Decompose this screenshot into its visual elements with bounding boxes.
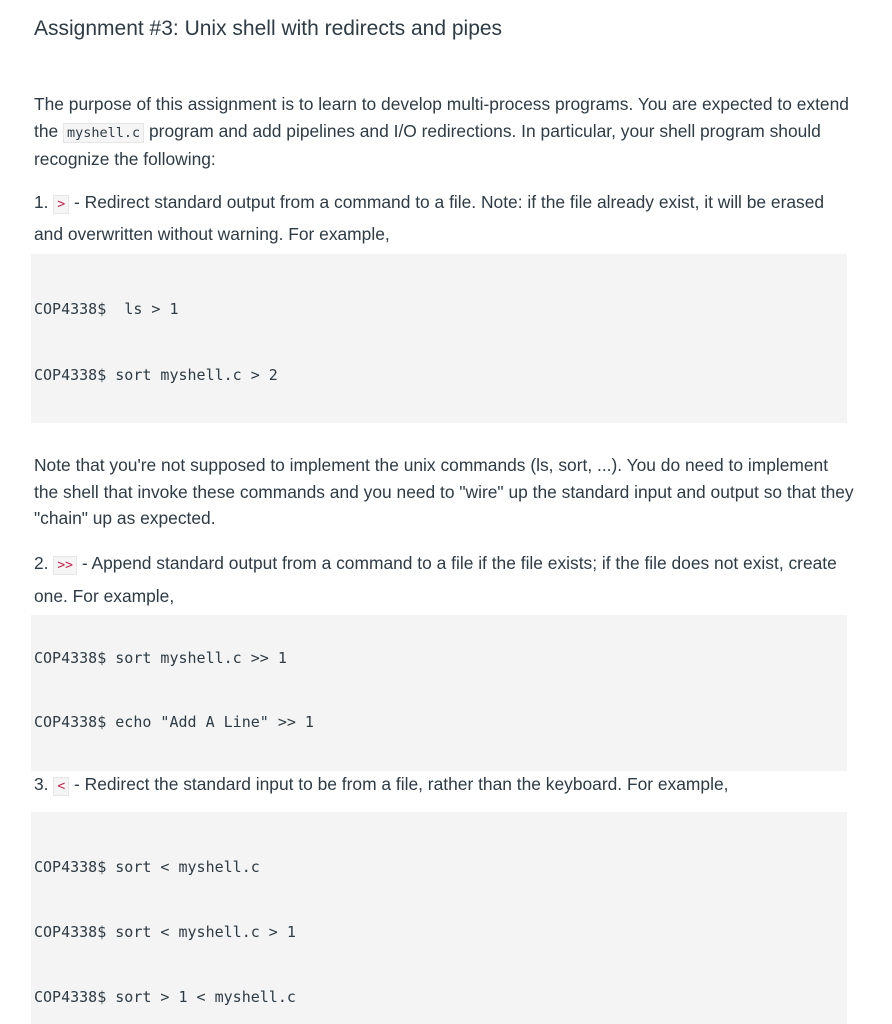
- append-output-item: [34, 548, 854, 612]
- intro-text-before: The purpose of this assignment is to learn to develop multi-process programs. You are expected to extend the: [34, 94, 849, 141]
- code-line: COP4338$ ls > 1: [34, 300, 179, 318]
- page-title: Assignment #3: Unix shell with redirects and pipes: [34, 17, 503, 40]
- code-line: COP4338$ sort < myshell.c: [34, 858, 260, 876]
- item-description: - Append standard output from a command to a file if the file exists; if the file does not exist, create one. For example,: [34, 553, 837, 606]
- code-line: COP4338$ sort myshell.c >> 1: [34, 649, 287, 667]
- item-number: 1.: [34, 192, 49, 212]
- append-output-symbol: >>: [53, 556, 77, 575]
- code-line: COP4338$ echo "Add A Line" >> 1: [34, 713, 314, 731]
- myshell-filename-code: myshell.c: [63, 123, 144, 143]
- code-example-redirect-input: [31, 812, 847, 1024]
- item-description: - Redirect standard output from a command to a file. Note: if the file already exist, it will be erased and overwritten without warning. For example,: [34, 192, 825, 244]
- intro-paragraph: [34, 91, 854, 173]
- item-number: 2.: [34, 553, 49, 573]
- code-line: COP4338$ sort > 1 < myshell.c: [34, 988, 296, 1006]
- item-number: 3.: [34, 774, 49, 794]
- redirect-input-symbol: <: [53, 777, 69, 796]
- code-line: COP4338$ sort myshell.c > 2: [34, 366, 278, 384]
- item-description: - Redirect the standard input to be from a file, rather than the keyboard. For example,: [69, 774, 729, 794]
- code-line: COP4338$ sort < myshell.c > 1: [34, 923, 296, 941]
- note-paragraph: Note that you're not supposed to implement the unix commands (ls, sort, ...). You do need to implement the shell that invoke these commands and you need to "wire" up the standard input and output so that they "chain" up as expected.: [34, 455, 854, 528]
- code-example-redirect-output: [31, 254, 847, 423]
- intro-text-after: program and add pipelines and I/O redirections. In particular, your shell program should recognize the following:: [34, 120, 821, 169]
- code-example-append-output: [31, 615, 847, 771]
- redirect-input-item: [34, 771, 854, 801]
- redirect-output-symbol: >: [53, 195, 69, 214]
- redirect-output-item: [34, 188, 854, 249]
